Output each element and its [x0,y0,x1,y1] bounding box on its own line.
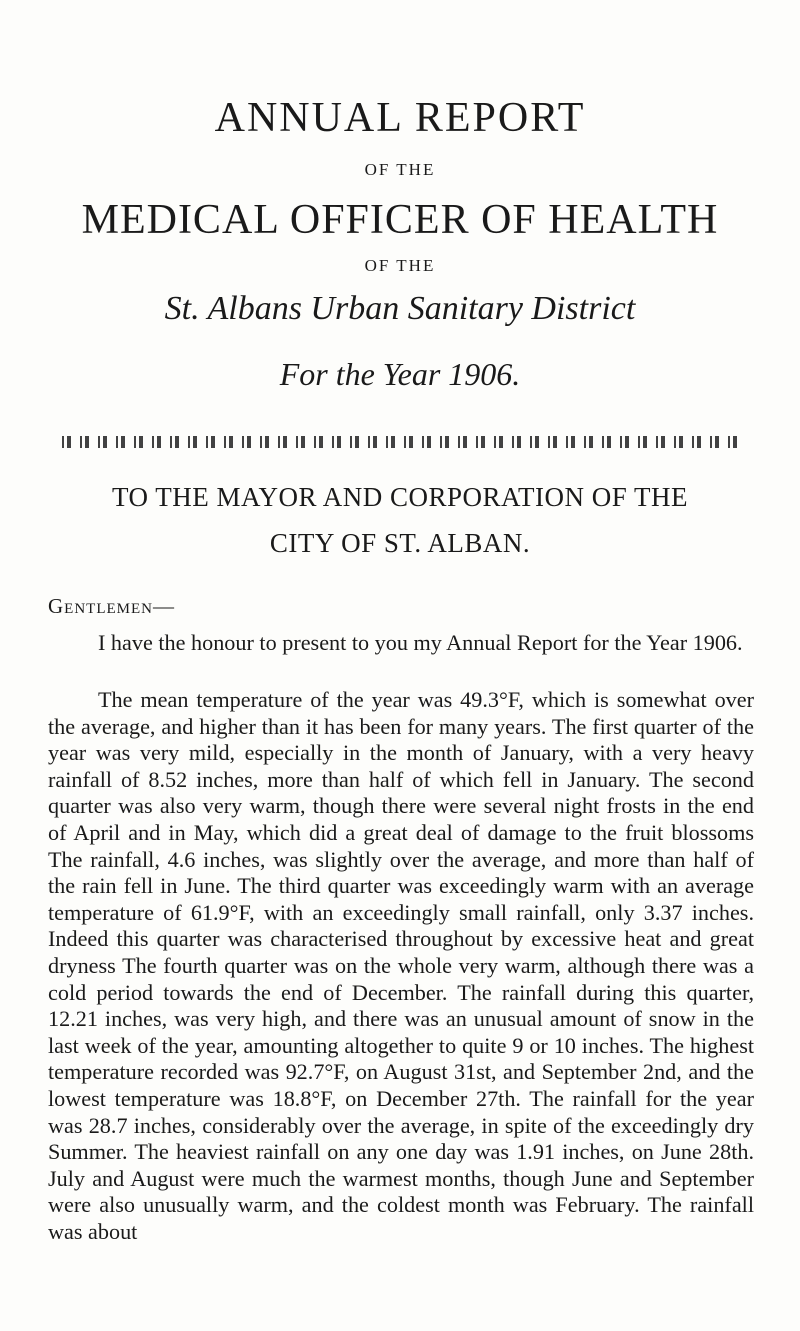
address-line-1: TO THE MAYOR AND CORPORATION OF THE [111,482,689,512]
paragraph-2: The mean temperature of the year was 49.3°F, which is somewhat over the average, and higher than it has been for many years. The first quarter of the year was very mild, especially in the month of January, with a very heavy rainfall of 8.52 inches, more than half of which fell in January. The second quarter was also very warm, though there were several night frosts in the end of April and in May, which did a great deal of damage to the fruit blossoms The rainfall, 4.6 inches, was slightly over the average, and more than half of the rain fell in June. The third quarter was exceedingly warm with an average temperature of 61.9°F, with an exceedingly small rainfall, only 3.37 inches. Indeed this quarter was characterised throughout by excessive heat and great dryness The fourth quarter was on the whole very warm, although there was a cold period towards the end of December. The rainfall during this quarter, 12.21 inches, was very high, and there was an unusual amount of snow in the last week of the year, amounting altogether to quite 9 or 10 inches. The highest temperature recorded was 92.7°F, on August 31st, and September 2nd, and the lowest temperature was 18.8°F, on December 27th. The rainfall for the year was 28.7 inches, considerably over the average, in spite of the exceedingly dry Summer. The heaviest rainfall on any one day was 1.91 inches, on June 28th. July and August were much the warmest months, though June and September were also unusually warm, and the coldest month was February. The rainfall was about [48,687,754,1244]
report-subtitle: MEDICAL OFFICER OF HEALTH [81,197,719,243]
district-name: St. Albans Urban Sanitary District [164,290,636,327]
of-the-2: OF THE [364,256,436,275]
paragraph-1: I have the honour to present to you my Annual Report for the Year 1906. [98,630,743,655]
ornamental-divider [62,436,738,448]
of-the-1: OF THE [364,160,436,179]
salutation: Gentlemen— [48,594,175,618]
report-year: For the Year 1906. [279,356,521,392]
address-line-2: CITY OF ST. ALBAN. [269,528,531,558]
report-title: ANNUAL REPORT [214,95,586,141]
